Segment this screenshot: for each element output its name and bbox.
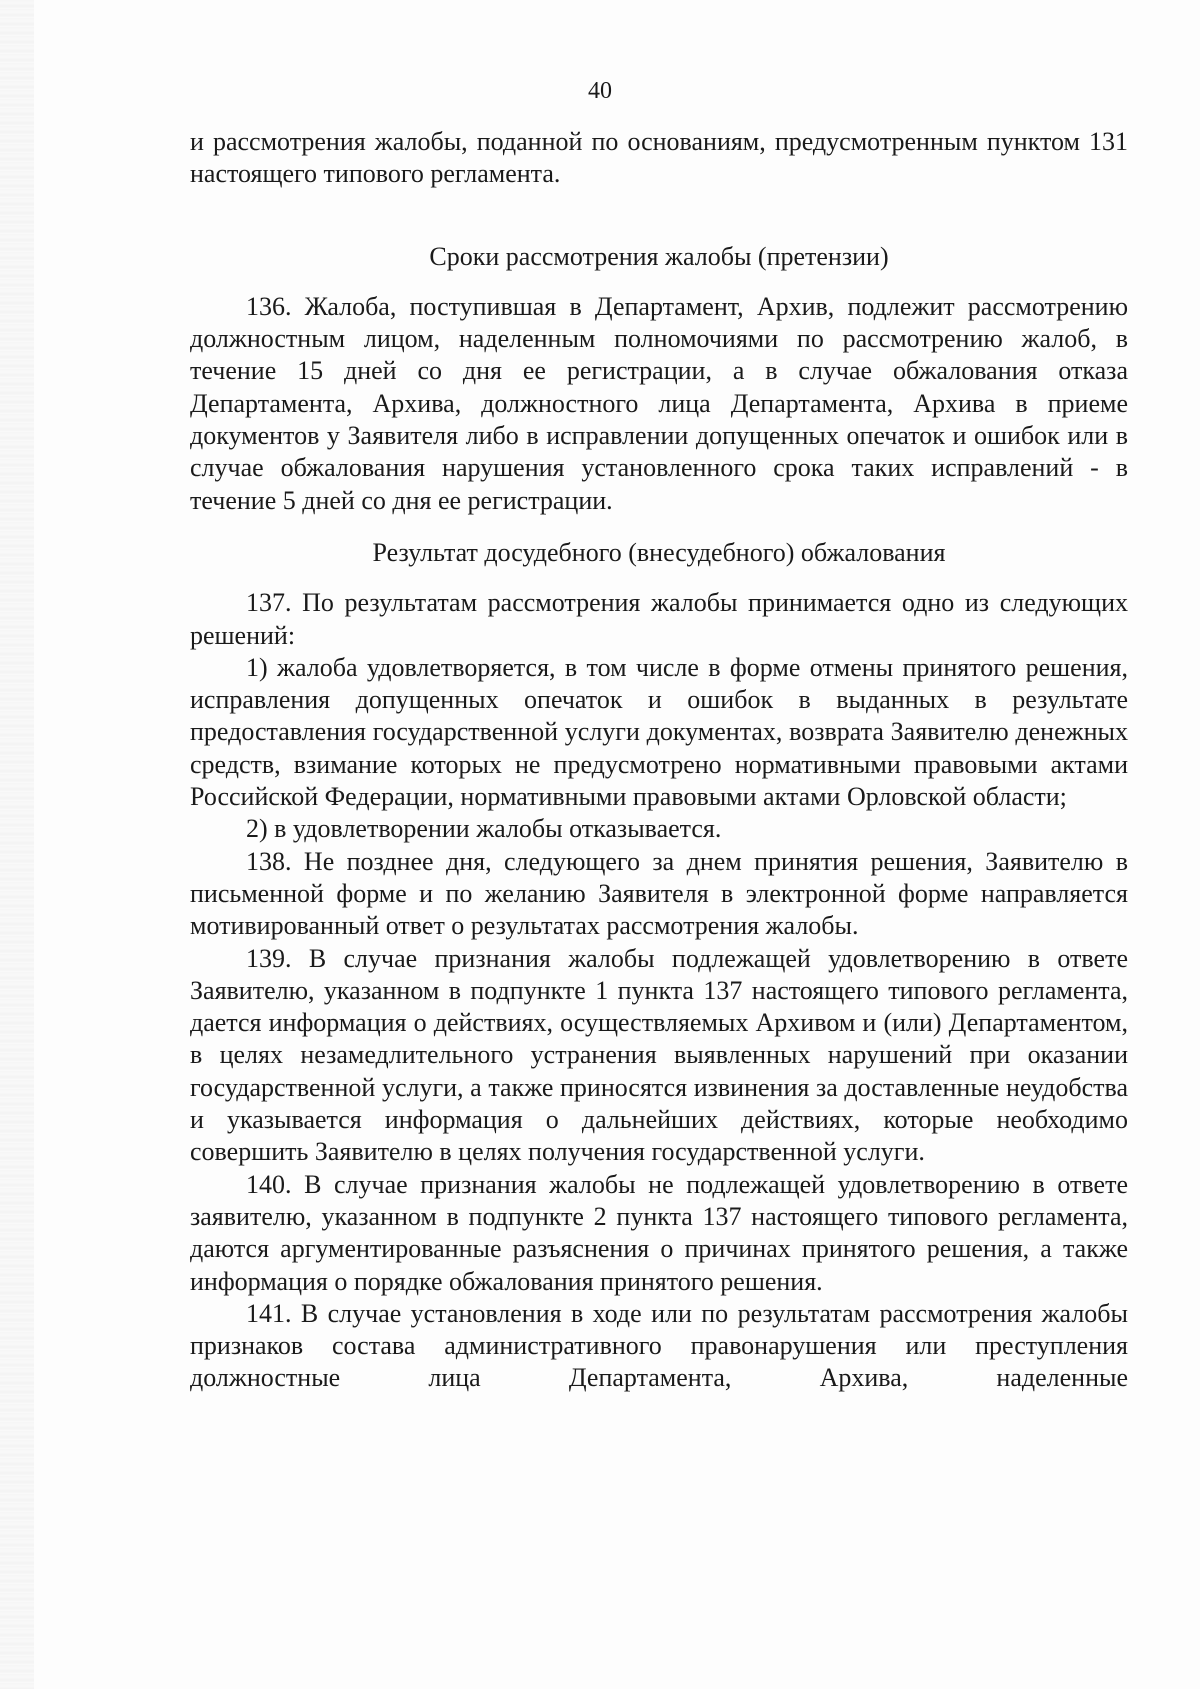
paragraph-138: 138. Не позднее дня, следующего за днем принятия решения, Заявителю в письменной форме и по желанию Заявителя в электронной форме направляется мотивированный ответ о результатах рассмотрения жалобы. bbox=[190, 846, 1128, 941]
paragraph-140: 140. В случае признания жалобы не подлежащей удовлетворению в ответе заявителю, указанном в подпункте 2 пункта 137 настоящего типового регламента, даются аргументированные разъяснения о причинах принятого решения, а также информация о порядке обжалования принятого решения. bbox=[190, 1169, 1128, 1296]
spacer bbox=[190, 191, 1128, 241]
spacer bbox=[190, 517, 1128, 537]
paragraph-137-item-1: 1) жалоба удовлетворяется, в том числе в форме отмены принятого решения, исправления допущенных опечаток и ошибок в выданных в результате предоставления государственной услуги документах, возврата Заявителю денежных средств, взимание которых не предусмотрено нормативными правовыми актами Российской Федерации, нормативными правовыми актами Орловской области; bbox=[190, 652, 1128, 812]
document-body bbox=[190, 126, 1128, 1395]
paragraph-intro: и рассмотрения жалобы, поданной по основаниям, предусмотренным пунктом 131 настоящего типового регламента. bbox=[190, 127, 1128, 189]
spacer bbox=[190, 569, 1128, 587]
paragraph-136: 136. Жалоба, поступившая в Департамент, Архив, подлежит рассмотрению должностным лицом, наделенным полномочиями по рассмотрению жалоб, в течение 15 дней со дня ее регистрации, а в случае обжалования отказа Департамента, Архива, должностного лица Департамента, Архива в приеме документов у Заявителя либо в исправлении допущенных опечаток и ошибок или в случае обжалования нарушения установленного срока таких исправлений - в течение 5 дней со дня ее регистрации. bbox=[190, 291, 1128, 515]
paragraph-137: 137. По результатам рассмотрения жалобы принимается одно из следующих решений: bbox=[190, 588, 1128, 650]
paragraph-139: 139. В случае признания жалобы подлежащей удовлетворению в ответе Заявителю, указанном в подпункте 1 пункта 137 настоящего типового регламента, дается информация о действиях, осуществляемых Архивом и (или) Департаментом, в целях незамедлительного устранения выявленных нарушений при оказании государственной услуги, а также приносятся извинения за доставленные неудобства и указывается информация о дальнейших действиях, которые необходимо совершить Заявителю в целях получения государственной услуги. bbox=[190, 943, 1128, 1167]
page-number: 40 bbox=[588, 78, 612, 104]
scan-edge-artifact bbox=[0, 0, 34, 1689]
section-heading-review-terms: Сроки рассмотрения жалобы (претензии) bbox=[429, 241, 889, 271]
paragraph-141: 141. В случае установления в ходе или по результатам рассмотрения жалобы признаков состава административного правонарушения или преступления должностные лица Департамента, Архива, наделенные bbox=[190, 1298, 1128, 1393]
spacer bbox=[190, 273, 1128, 291]
paragraph-137-item-2: 2) в удовлетворении жалобы отказывается. bbox=[246, 814, 722, 844]
section-heading-appeal-result: Результат досудебного (внесудебного) обжалования bbox=[372, 537, 946, 567]
